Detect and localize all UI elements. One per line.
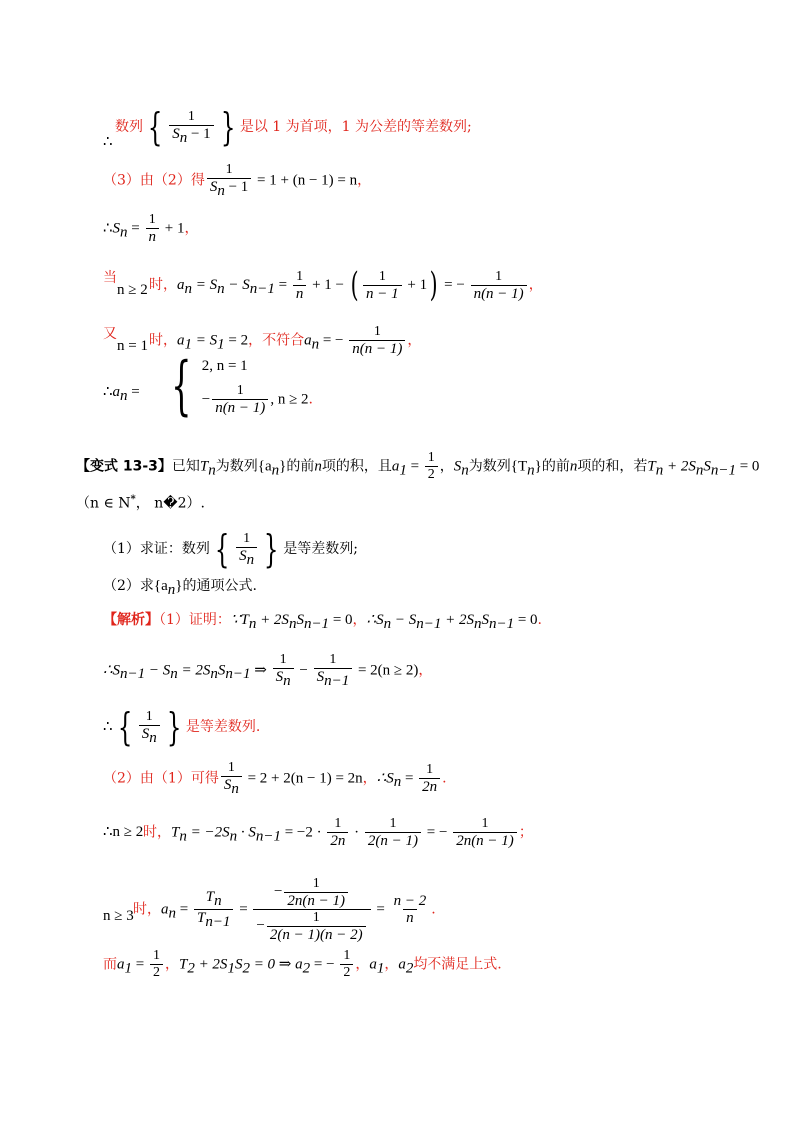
solution-part1: 【解析】（1）证明：$\because T_n + 2S_nS_{n-1} = 0$，$\therefore S_n - S_{n-1} + 2S_nS_{n-1} = 0$. [103,612,542,632]
solution-check: 而$a_1$ = $\frac{1}{2}$ ，$T_2 + 2S_1S_2 = 0$ ⇒ $a_2$ = − $\frac{1}{2}$ ，$a_1$，$a_2$均不满足上式. [103,948,502,980]
problem-condition: （n ∈ N*， n�2）. [76,494,205,512]
compound-fraction: − $\frac{1}{2n(n - 1)}$ − $\frac{1}{2(n - 1)(n - 2)}$ [253,876,370,943]
seq-word: 数列 [115,119,143,135]
question-1: （1）求证：数列 { $\frac{1}{S_n}$ } 是等差数列; [103,527,359,571]
line-step3: （3）由（2）得 $\frac{1}{S_n - 1}$ = 1 + (n − 1) = n， [103,162,372,199]
solution-conclusion1: ∴ { $\frac{1}{S_n}$ } 是等差数列. [103,705,261,749]
fraction: $\frac{1}{S_n - 1}$ [207,162,251,199]
problem-statement: 【变式 13-3】已知$T_n$为数列$\{a_n\}$的前n项的积，且$a_1$ = $\frac{1}{2}$ ，$S_n$为数列$\{T_n\}$的前n项的和，若$T_n + 2S_nS_{n-1} = 0$ [76,450,760,482]
step-label: （3）由（2）得 [103,172,205,189]
fraction: $\frac{1}{n}$ [146,212,160,245]
line-an-cases: $\therefore a_n$ = { 2, n = 1 − $\frac{1}{n(n - 1)}$ , n ≥ 2. [103,349,313,423]
solution-recurrence: $\therefore S_{n-1} - S_n = 2S_nS_{n-1}$ ⇒ $\frac{1}{S_n}$ − $\frac{1}{S_{n-1}}$ = 2(n ≥ 2)， [103,652,433,689]
therefore-symbol: ∴ [103,134,113,150]
line-Sn: $\therefore S_n$ = $\frac{1}{n}$ + 1， [103,212,199,245]
equation: = 1 + (n − 1) = n [253,172,358,189]
problem-tag: 【变式 13-3】 [76,458,172,475]
solution-tag: 【解析】 [103,612,159,628]
solution-part2: （2）由（1）可得 $\frac{1}{S_n}$ = 2 + 2(n − 1) = 2n，$\therefore S_n$ = $\frac{1}{2n}$ . [103,760,447,797]
question-2: （2）求$\{a_n\}$的通项公式. [103,578,257,598]
statement-text: 是以 1 为首项，1 为公差的等差数列; [239,119,472,135]
cases-brace: { 2, n = 1 − $\frac{1}{n(n - 1)}$ , n ≥ 2. [171,349,313,423]
fraction: $\frac{1}{S_n - 1}$ [169,109,213,146]
